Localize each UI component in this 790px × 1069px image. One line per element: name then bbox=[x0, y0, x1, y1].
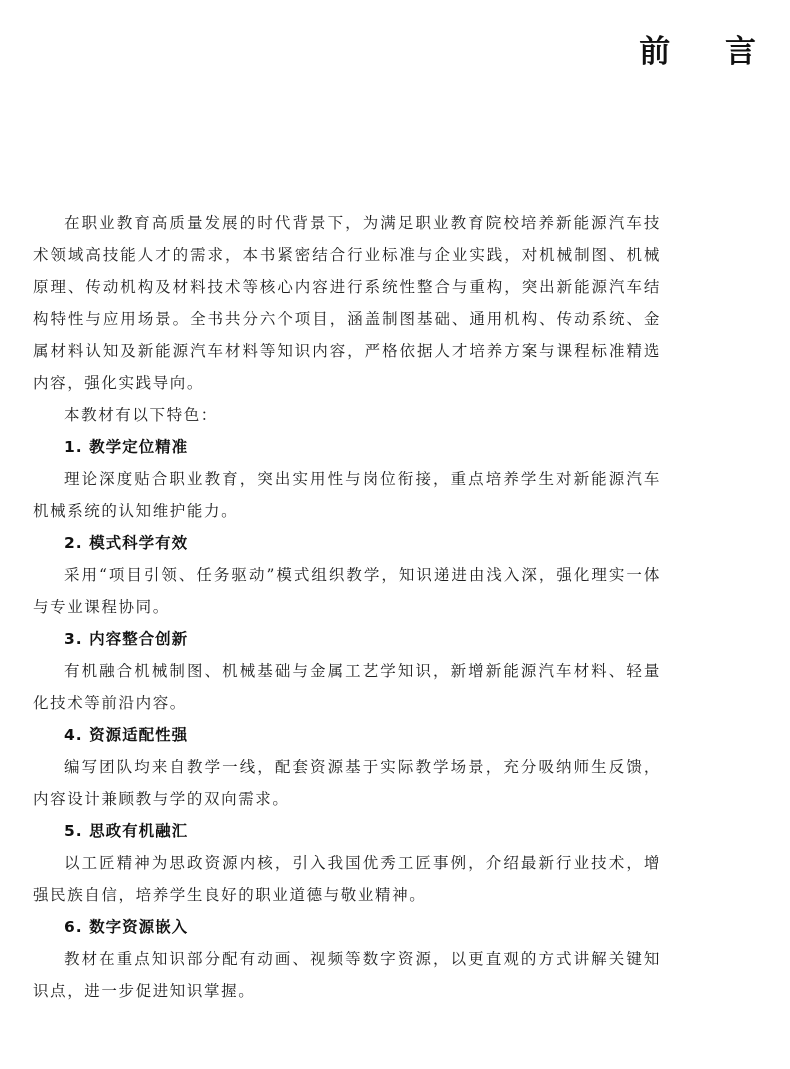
feature-body-6: 教材在重点知识部分配有动画、视频等数字资源，以更直观的方式讲解关键知识点，进一步促进知识掌握。 bbox=[33, 950, 661, 1000]
page-title: 前 言 bbox=[639, 34, 778, 70]
feature-body-5: 以工匠精神为思政资源内核，引入我国优秀工匠事例，介绍最新行业技术，增强民族自信，培养学生良好的职业道德与敬业精神。 bbox=[33, 854, 661, 904]
features-lead: 本教材有以下特色： bbox=[64, 406, 218, 424]
feature-body-4: 编写团队均来自教学一线，配套资源基于实际教学场景，充分吸纳师生反馈，内容设计兼顾教与学的双向需求。 bbox=[33, 758, 661, 808]
feature-heading-4: 4. 资源适配性强 bbox=[64, 726, 189, 744]
feature-body-3: 有机融合机械制图、机械基础与金属工艺学知识，新增新能源汽车材料、轻量化技术等前沿内容。 bbox=[33, 662, 661, 712]
feature-body-2: 采用“项目引领、任务驱动”模式组织教学，知识递进由浅入深，强化理实一体与专业课程协同。 bbox=[33, 566, 661, 616]
preface-body bbox=[33, 207, 661, 1007]
intro-paragraph: 在职业教育高质量发展的时代背景下，为满足职业教育院校培养新能源汽车技术领域高技能人才的需求，本书紧密结合行业标准与企业实践，对机械制图、机械原理、传动机构及材料技术等核心内容进行系统性整合与重构，突出新能源汽车结构特性与应用场景。全书共分六个项目，涵盖制图基础、通用机构、传动系统、金属材料认知及新能源汽车材料等知识内容，严格依据人才培养方案与课程标准精选内容，强化实践导向。 bbox=[33, 214, 661, 392]
feature-body-1: 理论深度贴合职业教育，突出实用性与岗位衔接，重点培养学生对新能源汽车机械系统的认知维护能力。 bbox=[33, 470, 661, 520]
feature-heading-1: 1. 教学定位精准 bbox=[64, 438, 189, 456]
feature-heading-2: 2. 模式科学有效 bbox=[64, 534, 189, 552]
feature-heading-6: 6. 数字资源嵌入 bbox=[64, 918, 189, 936]
feature-heading-3: 3. 内容整合创新 bbox=[64, 630, 189, 648]
feature-heading-5: 5. 思政有机融汇 bbox=[64, 822, 189, 840]
